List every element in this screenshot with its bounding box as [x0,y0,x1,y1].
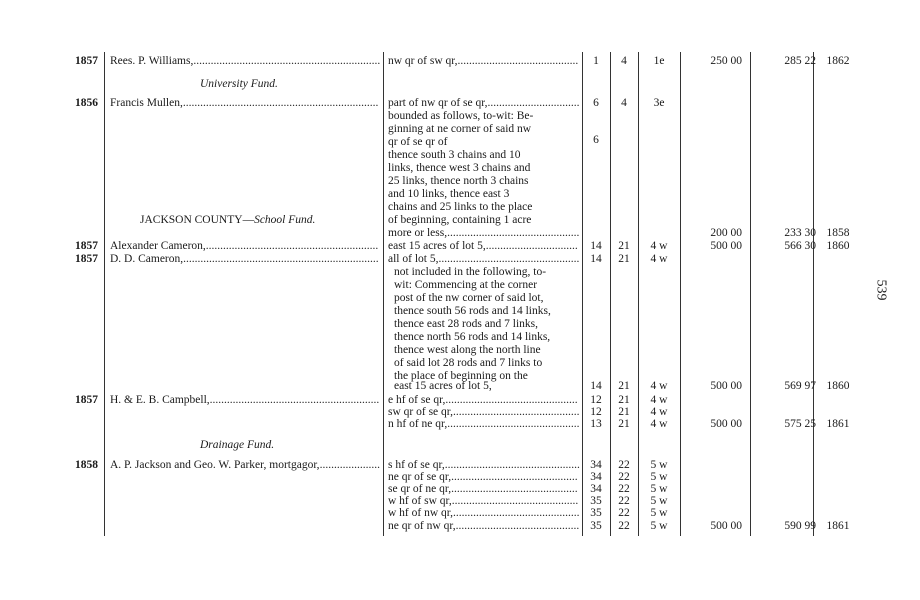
land-description: east 15 acres of lot 5, [394,380,492,392]
leader-dots: .............................................. [447,418,580,430]
redemption-year-cell: 1858 [826,227,850,239]
column-rule [104,52,105,536]
land-description: e hf of se qr,.............................................. [388,394,578,406]
column-rule [582,52,583,536]
land-description: post of the nw corner of said lot, [394,292,544,304]
leader-dots: ................................ [487,97,580,109]
section-heading: University Fund. [200,78,278,90]
township-cell: 22 [618,483,630,495]
range-cell: 5 w [650,507,668,519]
leader-dots: ................................................. [438,253,580,265]
leader-dots: ............................................ [451,471,578,483]
amount-cell: 500 00 [710,418,742,430]
section-cell: 35 [590,507,602,519]
township-cell: 21 [618,253,630,265]
land-description: w hf of sw qr,............................................ [388,495,579,507]
column-rule [680,52,681,536]
leader-dots: ............................................ [453,406,580,418]
range-cell: 5 w [650,471,668,483]
land-description: w hf of nw qr,............................................ [388,507,580,519]
range-cell: 1e [653,55,665,67]
leader-dots: ............................................ [453,507,580,519]
column-rule [813,52,814,536]
township-cell: 22 [618,459,630,471]
land-description: qr of se qr of [388,136,448,148]
total-cell: 285 22 [784,55,816,67]
township-cell: 4 [621,97,627,109]
land-description: all of lot 5,................................................. [388,253,580,265]
township-cell: 21 [618,240,630,252]
township-cell: 21 [618,406,630,418]
owner-name: D. D. Cameron,.................................................................... [110,253,379,265]
year-cell: 1857 [75,240,98,252]
leader-dots: ........................................................... [209,394,380,406]
total-cell: 590 99 [784,520,816,532]
land-description: more or less,.............................................. [388,227,580,239]
land-description: of said lot 28 rods and 7 links to [394,357,543,369]
year-cell: 1857 [75,253,98,265]
section-cell: 12 [590,394,602,406]
land-description: ginning at ne corner of said nw [388,123,532,135]
leader-dots: ............................................... [444,459,580,471]
land-description: n hf of ne qr,.............................................. [388,418,580,430]
range-cell: 5 w [650,520,668,532]
section-cell: 34 [590,459,602,471]
leader-dots: ..................... [319,459,380,471]
township-cell: 21 [618,394,630,406]
section-cell: 12 [590,406,602,418]
township-cell: 21 [618,418,630,430]
section-cell: 14 [590,240,602,252]
total-cell: 233 30 [784,227,816,239]
owner-name: A. P. Jackson and Geo. W. Parker, mortgagor,..................... [110,459,380,471]
leader-dots: ............................................................ [205,240,379,252]
land-description: 25 links, thence north 3 chains [388,175,529,187]
section-cell: 34 [590,483,602,495]
land-description: links, thence west 3 chains and [388,162,531,174]
year-cell: 1856 [75,97,98,109]
township-cell: 22 [618,495,630,507]
leader-dots: ............................................ [451,483,578,495]
land-description: thence west along the north line [394,344,541,356]
section-cell: 35 [590,495,602,507]
leader-dots: ................................................................. [193,55,381,67]
redemption-year-cell: 1862 [826,55,850,67]
land-description: thence south 56 rods and 14 links, [394,305,551,317]
amount-cell: 500 00 [710,240,742,252]
range-cell: 4 w [650,394,668,406]
amount-cell: 250 00 [710,55,742,67]
leader-dots: ................................ [485,240,578,252]
county-name: JACKSON COUNTY [140,214,243,226]
year-cell: 1857 [75,394,98,406]
range-cell: 5 w [650,495,668,507]
column-rule [610,52,611,536]
range-cell: 4 w [650,406,668,418]
leader-dots: .............................................. [445,394,578,406]
column-rule [638,52,639,536]
leader-dots: .................................................................... [182,97,379,109]
land-description: east 15 acres of lot 5,................................ [388,240,578,252]
land-description: chains and 25 links to the place [388,201,533,213]
section-cell: 34 [590,471,602,483]
county-heading: JACKSON COUNTY—School Fund. [140,214,316,226]
township-cell: 21 [618,380,630,392]
owner-name: H. & E. B. Campbell,........................................................... [110,394,380,406]
land-description: part of nw qr of se qr,................................ [388,97,580,109]
amount-cell: 500 00 [710,380,742,392]
land-description: sw qr of se qr,............................................ [388,406,580,418]
owner-name: Francis Mullen,.................................................................... [110,97,379,109]
section-cell: 6 [593,134,599,146]
section-cell: 35 [590,520,602,532]
section-cell: 14 [590,380,602,392]
land-description: and 10 links, thence east 3 [388,188,510,200]
range-cell: 4 w [650,380,668,392]
section-cell: 1 [593,55,599,67]
section-cell: 6 [593,97,599,109]
total-cell: 566 30 [784,240,816,252]
land-description: bounded as follows, to-wit: Be- [388,110,534,122]
land-description: s hf of se qr,............................................... [388,459,580,471]
land-description: ne qr of se qr,............................................ [388,471,578,483]
page-number: 539 [873,279,889,301]
redemption-year-cell: 1860 [826,240,850,252]
year-cell: 1857 [75,55,98,67]
amount-cell: 500 00 [710,520,742,532]
land-description: ne qr of nw qr,........................................... [388,520,580,532]
land-description: of beginning, containing 1 acre [388,214,532,226]
column-rule [383,52,384,536]
leader-dots: ........................................... [455,520,580,532]
total-cell: 569 97 [784,380,816,392]
township-cell: 22 [618,520,630,532]
land-description: nw qr of sw qr,.......................................... [388,55,579,67]
leader-dots: .............................................. [447,227,580,239]
range-cell: 4 w [650,240,668,252]
range-cell: 4 w [650,418,668,430]
range-cell: 5 w [650,483,668,495]
land-description: wit: Commencing at the corner [394,279,538,291]
land-description: the place of beginning on the [394,370,528,382]
township-cell: 4 [621,55,627,67]
land-description: thence east 28 rods and 7 links, [394,318,539,330]
township-cell: 22 [618,471,630,483]
leader-dots: .......................................... [457,55,579,67]
land-description: thence north 56 rods and 14 links, [394,331,551,343]
fund-name: School Fund. [254,214,316,226]
section-cell: 13 [590,418,602,430]
year-cell: 1858 [75,459,98,471]
total-cell: 575 25 [784,418,816,430]
owner-name: Rees. P. Williams,................................................................. [110,55,381,67]
section-cell: 14 [590,253,602,265]
redemption-year-cell: 1861 [826,418,850,430]
section-heading: Drainage Fund. [200,439,275,451]
land-description: se qr of ne qr,............................................ [388,483,578,495]
range-cell: 5 w [650,459,668,471]
leader-dots: .................................................................... [183,253,379,265]
township-cell: 22 [618,507,630,519]
amount-cell: 200 00 [710,227,742,239]
redemption-year-cell: 1861 [826,520,850,532]
column-rule [750,52,751,536]
land-description: not included in the following, to- [394,266,547,278]
leader-dots: ............................................ [451,495,579,507]
range-cell: 4 w [650,253,668,265]
land-description: thence south 3 chains and 10 [388,149,521,161]
range-cell: 3e [653,97,665,109]
owner-name: Alexander Cameron,............................................................ [110,240,379,252]
redemption-year-cell: 1860 [826,380,850,392]
